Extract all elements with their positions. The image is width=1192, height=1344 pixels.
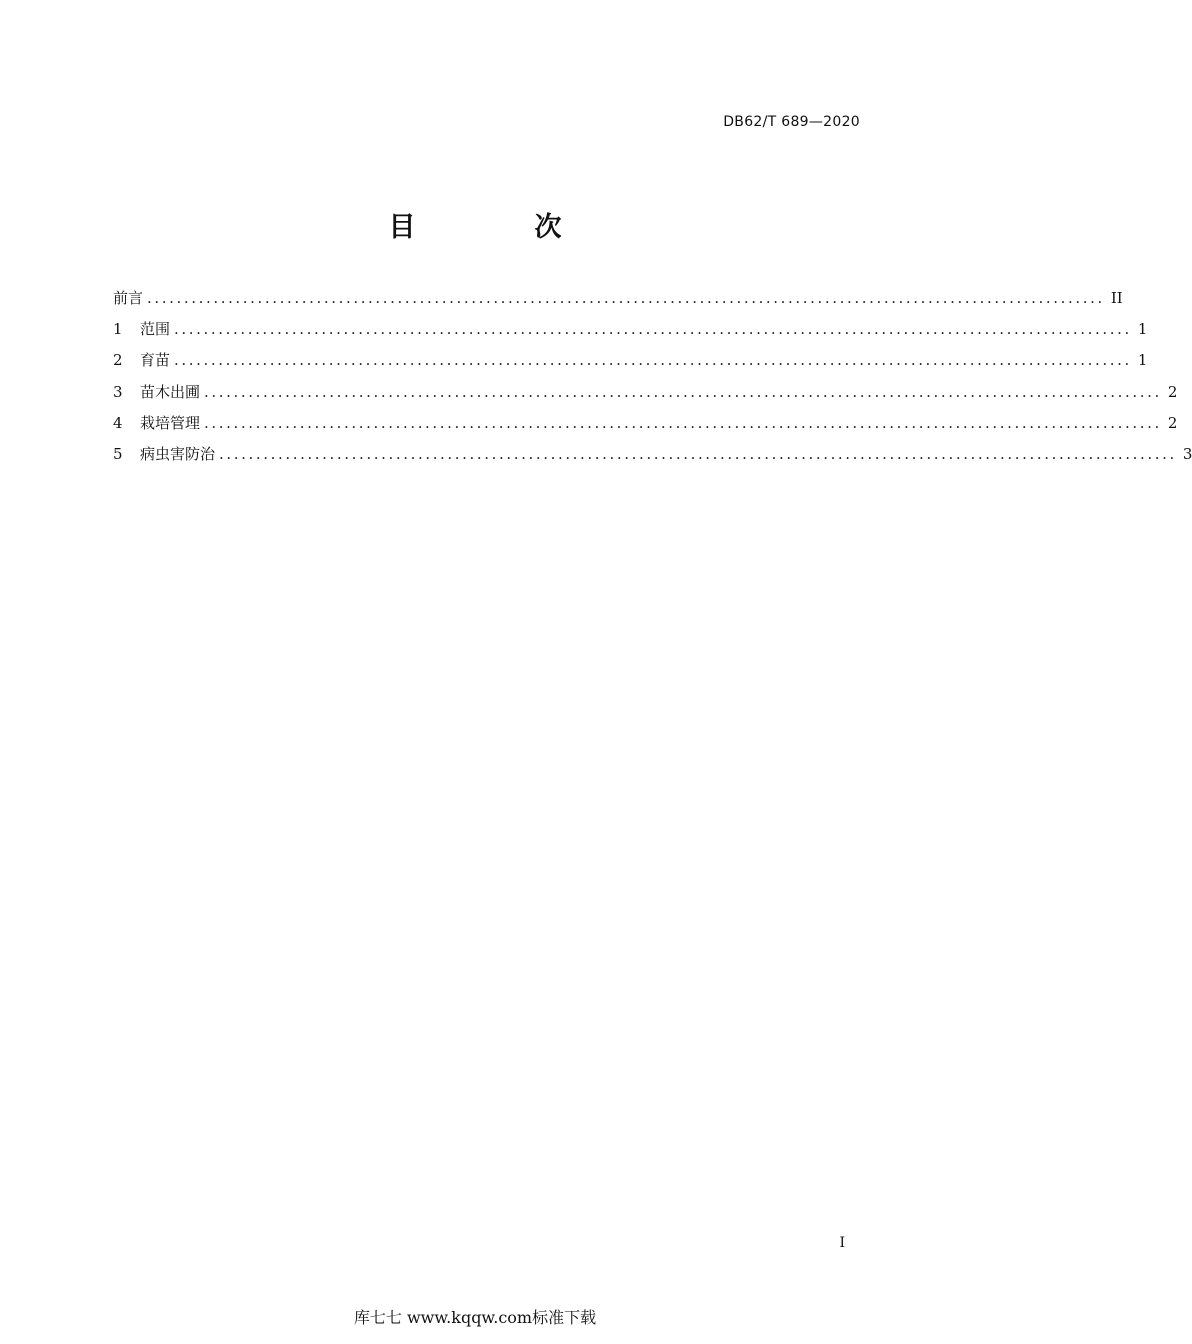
toc-entry-number: 2	[113, 351, 123, 370]
toc-dot-leader: ..................................................................................................................................	[174, 351, 1132, 370]
toc-dot-leader: ..................................................................................................................................	[219, 444, 1177, 463]
toc-dot-leader: ..................................................................................................................................	[174, 320, 1132, 339]
footer-watermark-text: 库七七 www.kqqw.com标准下载	[353, 1308, 597, 1327]
toc-entry-page: 2	[1167, 382, 1178, 401]
toc-entry-foreword[interactable]	[113, 286, 1123, 317]
toc-entry-pest-control[interactable]	[113, 442, 1192, 473]
toc-entry-label: 苗木出圃	[140, 382, 201, 401]
toc-entry-page: 1	[1137, 351, 1148, 370]
toc-dot-leader: ..................................................................................................................................	[147, 289, 1105, 307]
toc-entry-number: 3	[113, 382, 123, 401]
standard-code: DB62/T 689—2020	[723, 114, 860, 130]
toc-entry-page: 2	[1167, 413, 1178, 432]
toc-entry-cultivation[interactable]	[113, 411, 1178, 442]
table-of-contents	[113, 286, 1192, 473]
toc-entry-seedling[interactable]	[113, 348, 1148, 379]
toc-dot-leader: ..................................................................................................................................	[204, 382, 1162, 401]
toc-entry-label: 栽培管理	[140, 413, 201, 432]
toc-entry-page: 1	[1137, 320, 1148, 339]
toc-entry-label: 育苗	[140, 351, 171, 370]
toc-entry-number: 4	[113, 413, 123, 432]
toc-entry-label: 前言	[113, 289, 144, 307]
toc-dot-leader: ..................................................................................................................................	[204, 413, 1162, 432]
toc-entry-page: II	[1110, 289, 1123, 307]
toc-entry-nursery-out[interactable]	[113, 380, 1178, 411]
toc-entry-page: 3	[1182, 444, 1192, 463]
toc-entry-label: 范围	[140, 320, 171, 339]
toc-entry-number: 5	[113, 444, 123, 463]
toc-entry-number: 1	[113, 320, 123, 339]
toc-entry-label: 病虫害防治	[140, 444, 216, 463]
page-title: 目 次	[388, 212, 608, 243]
toc-entry-scope[interactable]	[113, 317, 1148, 348]
page-number: I	[839, 1235, 845, 1251]
